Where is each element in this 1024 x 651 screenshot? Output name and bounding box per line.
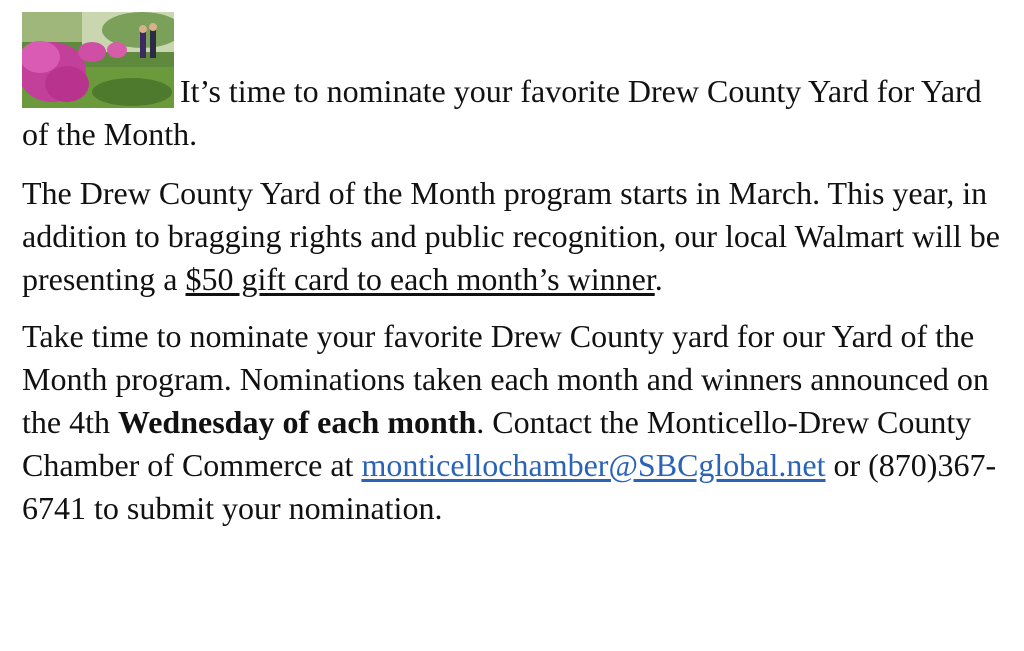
garden-photo (22, 12, 174, 108)
contact-text: . Contact the Monticello-Drew County Chamber of Commerce at (22, 404, 972, 483)
announcement-day: Wednesday of each month (117, 404, 477, 440)
program-paragraph (22, 172, 1007, 301)
intro-text: It’s time to nominate your favorite Drew County Yard for Yard of the Month. (22, 73, 982, 152)
document-body (22, 12, 1007, 544)
prize-text: $50 gift card to each month’s winner (185, 261, 655, 297)
phone-text: or (870)367-6741 to submit your nomination. (22, 447, 997, 526)
program-text: The Drew County Yard of the Month program starts in March. This year, in addition to bragging rights and public recognition, our local Walmart will be presenting a (22, 175, 1000, 297)
program-text-end: . (654, 261, 663, 297)
nomination-paragraph (22, 315, 1007, 530)
nomination-text: Take time to nominate your favorite Drew County yard for our Yard of the Month program. Nominations taken each month and winners announced on the 4th (22, 318, 989, 440)
email-link[interactable]: monticellochamber@SBCglobal.net (361, 447, 826, 483)
intro-paragraph (22, 12, 1007, 156)
